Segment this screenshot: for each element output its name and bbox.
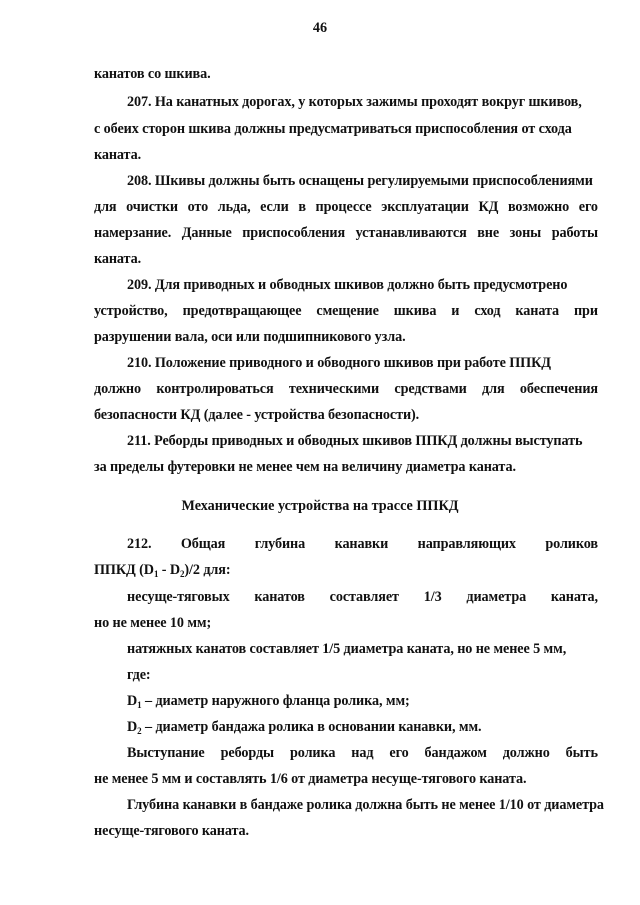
word: 1/3 <box>423 589 442 605</box>
paragraph-209-line-2 <box>94 302 598 320</box>
word: роликов <box>545 536 598 552</box>
word: очистки <box>126 199 178 215</box>
item-load-ropes-line-1 <box>127 588 598 606</box>
word: каната, <box>550 589 598 605</box>
page-number: 46 <box>312 20 328 36</box>
word: Данные <box>181 225 232 241</box>
groove-paragraph-line-2: несуще-тягового каната. <box>94 823 249 839</box>
word: устройство, <box>94 303 168 319</box>
word: приспособления <box>242 225 346 241</box>
word: его <box>389 745 409 761</box>
word: эксплуатации <box>381 199 469 215</box>
word: обеспечения <box>519 381 598 397</box>
where-label: где: <box>127 667 151 683</box>
definition-d2: $D_2$ – диаметр бандажа ролика в основании канавки, мм. <box>127 719 482 736</box>
word: канавки <box>334 536 389 552</box>
word: и <box>451 303 460 319</box>
word: ото <box>187 199 209 215</box>
paragraph-207-line-1: 207. На канатных дорогах, у которых зажимы проходят вокруг шкивов, <box>127 94 582 110</box>
word: должно <box>502 745 550 761</box>
word: диаметра <box>466 589 527 605</box>
word: составляет <box>329 589 399 605</box>
word: 212. <box>127 536 152 552</box>
paragraph-208-line-2 <box>94 198 598 216</box>
word: контролироваться <box>156 381 274 397</box>
paragraph-207-line-2: с обеих сторон шкива должны предусматриваться приспособления от схода <box>94 121 572 137</box>
paragraph-212-line-2: ППКД $(D_1 - D_2)/2$ для: <box>94 562 231 579</box>
word: каната <box>515 303 559 319</box>
word: в <box>298 199 306 215</box>
word: несуще-тяговых <box>127 589 230 605</box>
word: ролика <box>289 745 336 761</box>
definition-d1: $D_1$ – диаметр наружного фланца ролика, мм; <box>127 693 410 710</box>
paragraph-209-line-1: 209. Для приводных и обводных шкивов должно быть предусмотрено <box>127 277 568 293</box>
word: бандажом <box>424 745 487 761</box>
paragraph-212-line-1 <box>127 535 598 553</box>
word: смещение <box>316 303 379 319</box>
word: реборды <box>220 745 275 761</box>
item-load-ropes-line-2: но не менее 10 мм; <box>94 615 212 631</box>
paragraph-211-line-2: за пределы футеровки не менее чем на величину диаметра каната. <box>94 459 516 475</box>
flange-paragraph-line-1 <box>127 744 598 762</box>
paragraph-210-line-1: 210. Положение приводного и обводного шкивов при работе ППКД <box>127 355 551 371</box>
paragraph-211-line-1: 211. Реборды приводных и обводных шкивов ППКД должны выступать <box>127 433 583 449</box>
word: его <box>578 199 598 215</box>
paragraph-208-line-3 <box>94 224 598 242</box>
section-heading: Механические устройства на трассе ППКД <box>181 498 459 514</box>
paragraph-210-line-3: безопасности КД (далее - устройства безопасности). <box>94 407 420 423</box>
word: сход <box>474 303 501 319</box>
paragraph-210-line-2 <box>94 380 598 398</box>
word: Выступание <box>127 745 205 761</box>
paragraph-209-line-3: разрушении вала, оси или подшипникового узла. <box>94 329 406 345</box>
word: если <box>260 199 289 215</box>
word: процессе <box>315 199 372 215</box>
word: для <box>482 381 505 397</box>
word: устанавливаются <box>355 225 467 241</box>
word: предотвращающее <box>182 303 302 319</box>
text-line: канатов со шкива. <box>94 66 211 82</box>
word: зоны <box>509 225 542 241</box>
groove-paragraph-line-1: Глубина канавки в бандаже ролика должна быть не менее 1/10 от диаметра <box>127 797 604 813</box>
word: средствами <box>394 381 467 397</box>
word: намерзание. <box>94 225 172 241</box>
word: направляющих <box>417 536 516 552</box>
word: вне <box>477 225 500 241</box>
word: шкива <box>393 303 437 319</box>
paragraph-208-line-1: 208. Шкивы должны быть оснащены регулируемыми приспособлениями <box>127 173 593 189</box>
paragraph-207-line-3: каната. <box>94 147 142 163</box>
word: быть <box>565 745 598 761</box>
word: техническими <box>288 381 380 397</box>
word: льда, <box>217 199 251 215</box>
item-tension-ropes: натяжных канатов составляет 1/5 диаметра каната, но не менее 5 мм, <box>127 641 567 657</box>
word: КД <box>478 199 499 215</box>
word: должно <box>94 381 141 397</box>
word: канатов <box>254 589 305 605</box>
word: для <box>94 199 117 215</box>
word: Общая <box>180 536 226 552</box>
flange-paragraph-line-2: не менее 5 мм и составлять 1/6 от диаметра несуще-тягового каната. <box>94 771 527 787</box>
word: работы <box>551 225 598 241</box>
word: возможно <box>507 199 570 215</box>
paragraph-208-line-4: каната. <box>94 251 142 267</box>
word: глубина <box>254 536 306 552</box>
word: при <box>573 303 598 319</box>
word: над <box>351 745 374 761</box>
